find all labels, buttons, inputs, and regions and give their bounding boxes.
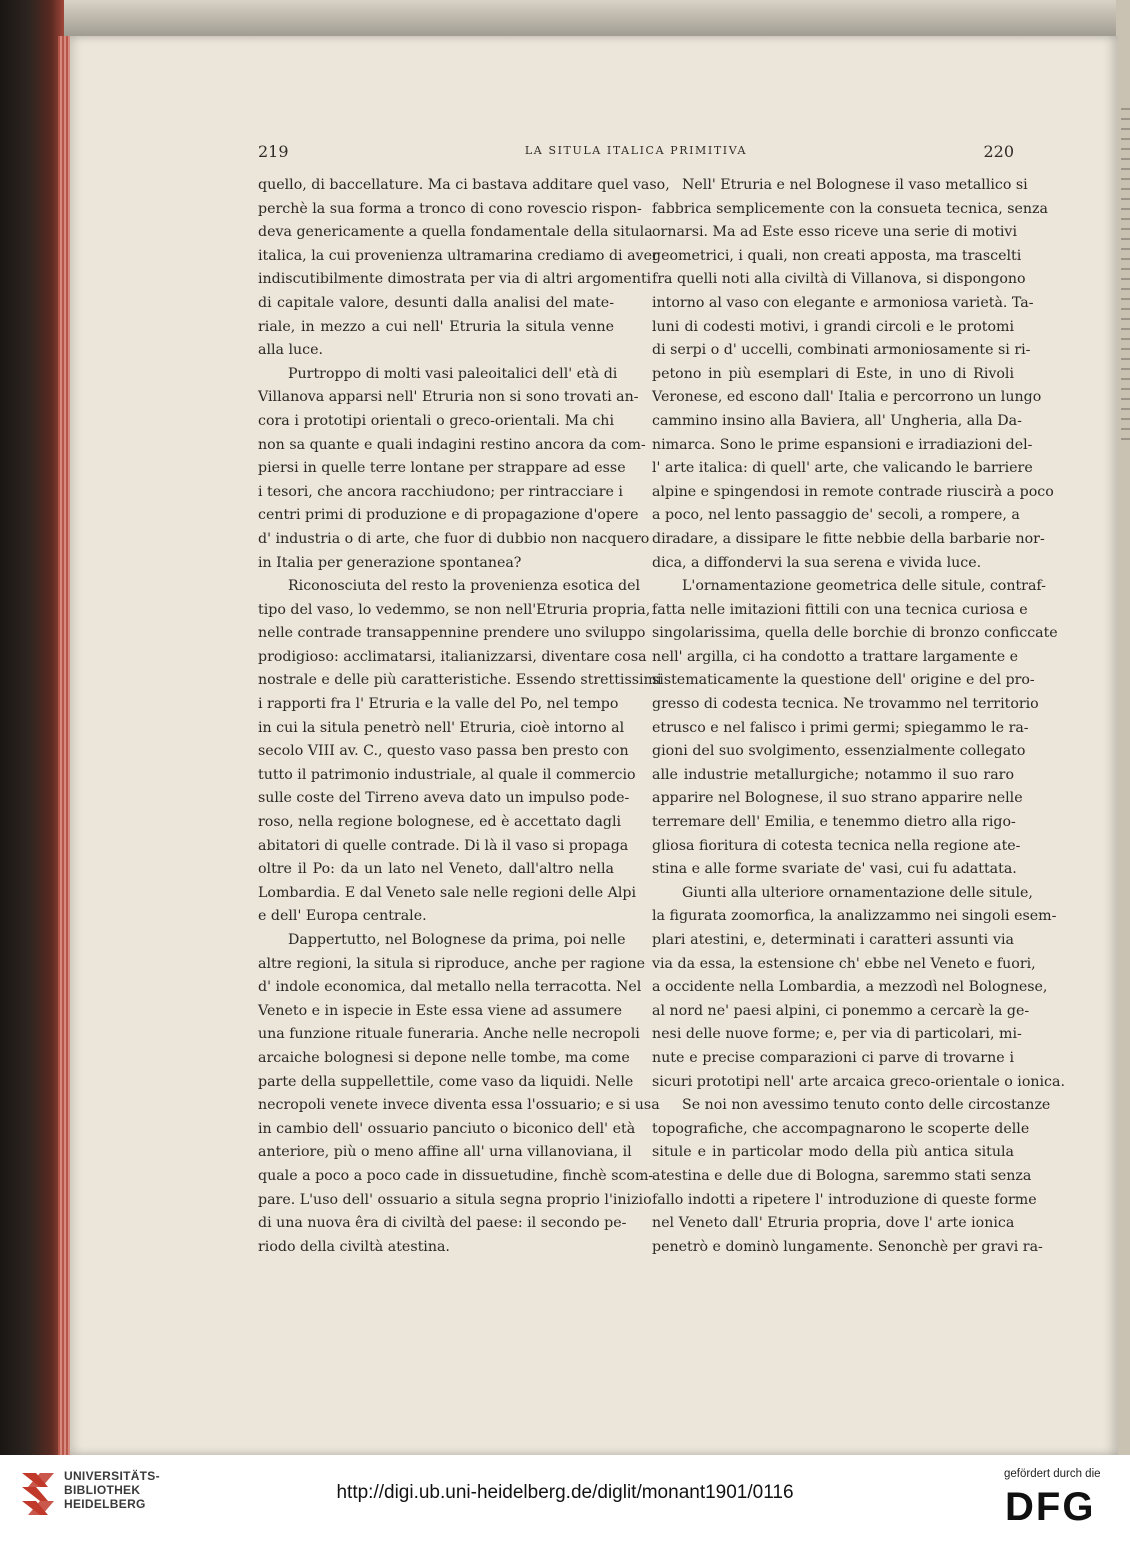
text-line: pare. L'uso dell' ossuario a situla segna proprio l'inizio — [258, 1191, 652, 1208]
text-line: Veneto e in ispecie in Este essa viene ad assumere — [258, 1002, 622, 1019]
text-line: atestina e delle due di Bologna, saremmo stati senza — [652, 1167, 1032, 1184]
text-line: tipo del vaso, lo vedemmo, se non nell'Etruria propria, — [258, 601, 651, 618]
text-line: luni di codesti motivi, i grandi circoli e le protomi — [652, 318, 1014, 335]
text-line: L'ornamentazione geometrica delle situle, contraf- — [682, 578, 1046, 595]
funding-caption: gefördert durch die — [1004, 1468, 1101, 1480]
text-line: una funzione rituale funeraria. Anche nelle necropoli — [258, 1026, 640, 1043]
text-line: nel Veneto dall' Etruria propria, dove l' arte ionica — [652, 1215, 1015, 1232]
text-line: Dappertutto, nel Bolognese da prima, poi nelle — [288, 932, 626, 948]
library-name-line-3: HEIDELBERG — [64, 1497, 146, 1511]
dfg-logo[interactable]: DFG — [1005, 1485, 1096, 1529]
text-line: penetrò e dominò lungamente. Senonchè per gravi ra- — [652, 1238, 1043, 1255]
text-line: in cambio dell' ossuario panciuto o biconico dell' età — [258, 1120, 636, 1137]
text-line: abitatori di quelle contrade. Di là il vaso si propaga — [258, 837, 629, 854]
text-line: l' arte italica: di quell' arte, che valicando le barriere — [652, 460, 1033, 477]
text-line: nesi delle nuove forme; e, per via di particolari, mi- — [652, 1026, 1022, 1043]
text-line: situle e in particolar modo della più antica situla — [652, 1144, 1014, 1161]
text-column-left — [258, 174, 670, 1259]
text-line: Se noi non avessimo tenuto conto delle circostanze — [682, 1097, 1051, 1114]
text-line: al nord ne' paesi alpini, ci ponemmo a cercarè la ge- — [652, 1002, 1030, 1019]
text-line: d' indole economica, dal metallo nella terracotta. Nel — [258, 979, 642, 996]
text-line: piersi in quelle terre lontane per strappare ad esse — [258, 460, 626, 477]
text-line: diradare, a dissipare le fitte nebbie della barbarie nor- — [652, 530, 1045, 547]
text-line: i tesori, che ancora racchiudono; per rintracciare i — [258, 483, 623, 500]
text-line: fallo indotti a ripetere l' introduzione di queste forme — [652, 1191, 1037, 1208]
text-line: quale a poco a poco cade in dissuetudine, finchè scom- — [258, 1167, 654, 1184]
text-line: altre regioni, la situla si riproduce, anche per ragione — [258, 955, 646, 972]
text-line: roso, nella regione bolognese, ed è accettato dagli — [258, 814, 622, 831]
text-line: perchè la sua forma a tronco di cono rovescio rispon- — [258, 200, 642, 217]
text-line: quello, di baccellature. Ma ci bastava additare quel vaso, — [258, 177, 670, 193]
text-line: tutto il patrimonio industriale, al quale il commercio — [258, 766, 636, 783]
text-line: Villanova apparsi nell' Etruria non si sono trovati an- — [258, 389, 639, 406]
text-line: singolarissima, quella delle borchie di bronzo conficcate — [652, 625, 1058, 642]
text-line: alpine e spingendosi in remote contrade riuscirà a poco — [652, 483, 1054, 500]
text-line: intorno al vaso con elegante e armoniosa varietà. Ta- — [652, 294, 1034, 311]
text-line: necropoli venete invece diventa essa l'ossuario; e si usa — [258, 1097, 660, 1114]
text-line: di serpi o d' uccelli, combinati armoniosamente si ri- — [652, 342, 1031, 359]
next-page-text-fragment — [1121, 100, 1130, 440]
viewer-footer — [0, 1455, 1130, 1541]
text-line: in Italia per generazione spontanea? — [258, 554, 522, 571]
text-line: fra quelli noti alla civiltà di Villanova, si dispongono — [652, 271, 1026, 288]
text-line: nell' argilla, ci ha condotto a trattare largamente e — [652, 648, 1019, 665]
page-number-right: 220 — [983, 142, 1014, 161]
text-line: apparire nel Bolognese, il suo strano apparire nelle — [652, 790, 1023, 807]
text-line: sicuri prototipi nell' arte arcaica greco-orientale o ionica. — [652, 1073, 1065, 1090]
text-line: alle industrie metallurgiche; notammo il suo raro — [652, 766, 1014, 783]
text-line: arcaiche bolognesi si depone nelle tombe, ma come — [258, 1049, 630, 1066]
text-line: gioni del suo svolgimento, essenzialmente collegato — [652, 743, 1026, 760]
text-line: stina e alle forme svariate de' vasi, cui fu adattata. — [652, 861, 1017, 878]
text-line: oltre il Po: da un lato nel Veneto, dall'altro nella — [258, 861, 614, 878]
text-line: Purtroppo di molti vasi paleoitalici dell' età di — [288, 365, 618, 382]
text-line: petono in più esemplari di Este, in uno di Rivoli — [652, 365, 1014, 382]
text-line: Giunti alla ulteriore ornamentazione delle situle, — [682, 884, 1033, 901]
text-line: terremare dell' Emilia, e tenemmo dietro alla rigo- — [652, 814, 1016, 831]
library-name-line-2: BIBLIOTHEK — [64, 1483, 141, 1497]
text-line: e dell' Europa centrale. — [258, 908, 427, 925]
text-line: nute e precise comparazioni ci parve di trovarne i — [652, 1049, 1014, 1066]
text-line: indiscutibilmente dimostrata per via di altri argomenti — [258, 271, 652, 288]
text-line: fabbrica semplicemente con la consueta tecnica, senza — [652, 200, 1048, 217]
text-line: dica, a diffondervi la sua serena e vivida luce. — [652, 554, 982, 571]
page-number-left: 219 — [258, 142, 289, 161]
text-line: Lombardia. E dal Veneto sale nelle regioni delle Alpi — [258, 884, 636, 901]
text-line: in cui la situla penetrò nell' Etruria, cioè intorno al — [258, 719, 625, 736]
library-name-line-1: UNIVERSITÄTS- — [64, 1469, 160, 1483]
text-line: cammino insino alla Baviera, all' Ungheria, alla Da- — [652, 412, 1022, 429]
text-line: parte della suppellettile, come vaso da liquidi. Nelle — [258, 1073, 634, 1090]
text-line: riale, in mezzo a cui nell' Etruria la situla venne — [258, 318, 614, 335]
text-line: gliosa fioritura di cotesta tecnica nella regione ate- — [652, 837, 1021, 854]
text-line: anteriore, più o meno affine all' urna villanoviana, il — [258, 1144, 632, 1161]
permalink-url[interactable]: http://digi.ub.uni-heidelberg.de/diglit/monant1901/0116 — [336, 1482, 794, 1503]
text-line: geometrici, i quali, non creati apposta, ma trascelti — [652, 247, 1022, 264]
text-line: Nell' Etruria e nel Bolognese il vaso metallico si — [682, 177, 1028, 193]
text-line: di capitale valore, desunti dalla analisi del mate- — [258, 294, 614, 311]
text-line: sistematicamente la questione dell' origine e del pro- — [652, 672, 1035, 689]
text-line: Veronese, ed escono dall' Italia e percorrono un lungo — [652, 389, 1042, 406]
text-column-right — [652, 174, 1065, 1259]
running-title: LA SITULA ITALICA PRIMITIVA — [524, 144, 748, 157]
text-line: i rapporti fra l' Etruria e la valle del Po, nel tempo — [258, 696, 619, 713]
text-line: nostrale e delle più caratteristiche. Essendo strettissimi — [258, 672, 662, 689]
text-line: italica, la cui provenienza ultramarina crediamo di aver — [258, 247, 659, 264]
scan-top-edge — [0, 0, 1130, 40]
text-line: gresso di codesta tecnica. Ne trovammo nel territorio — [652, 696, 1039, 713]
text-line: la figurata zoomorfica, la analizzammo nei singoli esem- — [652, 908, 1057, 925]
page-header — [258, 142, 1014, 162]
text-line: alla luce. — [258, 342, 324, 359]
text-line: di una nuova êra di civiltà del paese: il secondo pe- — [258, 1215, 627, 1232]
text-line: ornarsi. Ma ad Este esso riceve una serie di motivi — [652, 224, 1017, 241]
text-line: nimarca. Sono le prime espansioni e irradiazioni del- — [652, 436, 1033, 453]
text-line: fatta nelle imitazioni fittili con una tecnica curiosa e — [652, 601, 1028, 618]
text-line: deva genericamente a quella fondamentale della situla — [258, 224, 653, 241]
text-line: plari atestini, e, determinati i caratteri assunti via — [652, 932, 1014, 948]
text-line: d' industria o di arte, che fuor di dubbio non nacquero — [258, 530, 650, 547]
text-line: Riconosciuta del resto la provenienza esotica del — [288, 578, 641, 595]
book-binding — [0, 0, 64, 1455]
text-line: etrusco e nel falisco i primi germi; spiegammo le ra- — [652, 719, 1029, 736]
text-line: nelle contrade transappennine prendere uno sviluppo — [258, 625, 646, 642]
text-line: a poco, nel lento passaggio de' secoli, a rompere, a — [652, 507, 1020, 524]
text-line: prodigioso: acclimatarsi, italianizzarsi, diventare cosa — [258, 648, 647, 665]
text-line: cora i prototipi orientali o greco-orientali. Ma chi — [258, 412, 614, 429]
text-line: secolo VIII av. C., questo vaso passa ben presto con — [258, 743, 629, 760]
text-line: a occidente nella Lombardia, a mezzodì nel Bolognese, — [652, 979, 1048, 996]
text-line: non sa quante e quali indagini restino ancora da com- — [258, 436, 646, 453]
text-line: centri primi di produzione e di propagazione d'opere — [258, 507, 639, 524]
text-line: via da essa, la estensione ch' ebbe nel Veneto e fuori, — [652, 955, 1036, 972]
text-line: riodo della civiltà atestina. — [258, 1238, 450, 1255]
text-line: topografiche, che accompagnarono le scoperte delle — [652, 1120, 1030, 1137]
text-line: sulle coste del Tirreno aveva dato un impulso pode- — [258, 790, 630, 807]
